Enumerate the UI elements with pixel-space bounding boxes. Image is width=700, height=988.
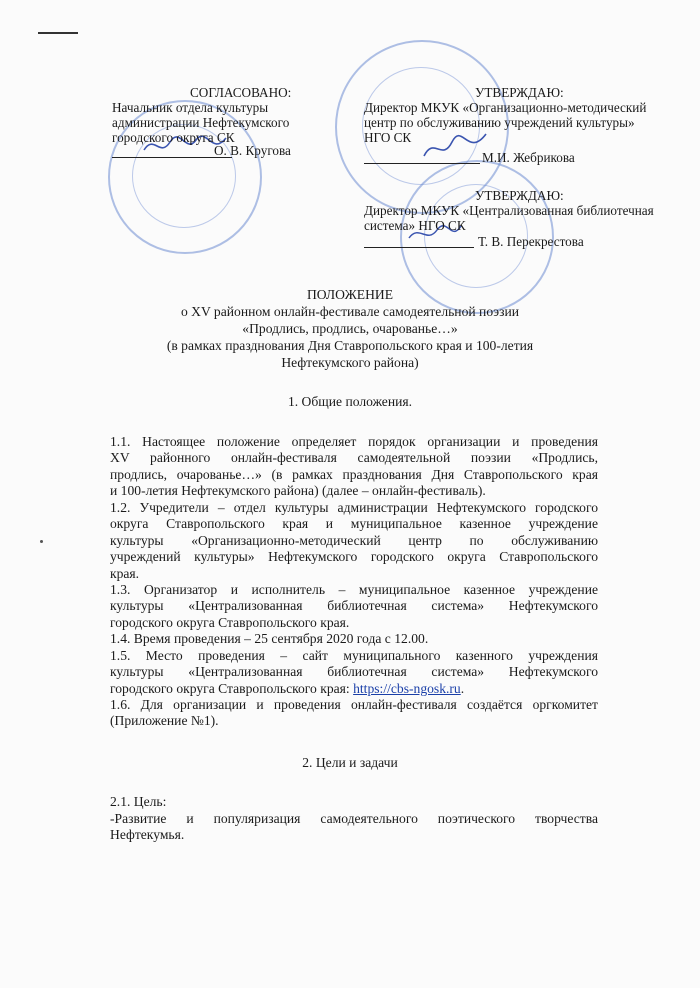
signature-line-right2 <box>364 247 474 248</box>
goal-text: -Развитие и популяризация самодеятельного поэтического творчества Нефтекумья. <box>110 811 598 843</box>
document-subtitle-line4: Нефтекумского района) <box>281 355 419 370</box>
paragraph-1-2: 1.2. Учредители – отдел культуры администрации Нефтекумского городского округа Ставропольского края и муниципальное казенное учреждение культуры «Организационно-методический центр по обслуживанию учреждений культуры» Нефтекумского городского округа Ставропольского края. <box>110 500 598 581</box>
paragraph-1-1: 1.1. Настоящее положение определяет порядок организации и проведения XV районного онлайн-фестиваля самодеятельной поэзии «Продлись, продлись, очарованье…» (в рамках празднования Дня Ставропольского края и 100-летия Нефтекумского района) (далее – онлайн-фестиваль). <box>110 434 598 499</box>
section1-heading: 1. Общие положения. <box>287 394 413 409</box>
approval-left-heading: СОГЛАСОВАНО: <box>190 85 292 100</box>
document-title: ПОЛОЖЕНИЕ <box>306 287 394 302</box>
section2-heading: 2. Цели и задачи <box>302 755 398 770</box>
approval-right1-heading: УТВЕРЖДАЮ: <box>475 85 564 100</box>
signature-middle <box>420 128 490 164</box>
paragraph-1-4: 1.4. Время проведения – 25 сентября 2020 года с 12.00. <box>110 631 429 646</box>
corner-mark <box>38 32 78 34</box>
approval-right1-line1: Директор МКУК «Организационно-методический <box>364 100 647 115</box>
paragraph-1-6: 1.6. Для организации и проведения онлайн-фестиваля создаётся оргкомитет (Приложение №1). <box>110 697 598 729</box>
approval-left-signer: О. В. Кругова <box>214 143 291 158</box>
goal-label: 2.1. Цель: <box>110 794 167 809</box>
approval-right1-line3: НГО СК <box>364 130 412 145</box>
approval-right1-signer: М.И. Жебрикова <box>482 150 575 165</box>
approval-left-line3: городского округа СК <box>112 130 235 145</box>
document-subtitle-line2: «Продлись, продлись, очарованье…» <box>242 321 458 336</box>
document-subtitle-line3: (в рамках празднования Дня Ставропольского края и 100-летия <box>166 338 534 353</box>
margin-dot <box>40 540 43 543</box>
signature-line-right1 <box>364 163 480 164</box>
approval-right1-line2: центр по обслуживанию учреждений культуры» <box>364 115 635 130</box>
paragraph-1-5: 1.5. Место проведения – сайт муниципального казенного учреждения культуры «Централизованная библиотечная система» Нефтекумского городского округа Ставропольского края: https://cbs-ngosk.ru. <box>110 648 598 696</box>
paragraph-1-3: 1.3. Организатор и исполнитель – муниципальное казенное учреждение культуры «Централизованная библиотечная система» Нефтекумского городского округа Ставропольского края. <box>110 582 598 630</box>
approval-right2-signer: Т. В. Перекрестова <box>478 234 584 249</box>
website-link[interactable]: https://cbs-ngosk.ru <box>353 680 461 696</box>
document-subtitle-line1: о XV районном онлайн-фестивале самодеятельной поэзии <box>180 304 520 319</box>
approval-left-line1: Начальник отдела культуры <box>112 100 269 115</box>
approval-right2-line1: Директор МКУК «Централизованная библиотечная <box>364 203 654 218</box>
approval-right2-line2: система» НГО СК <box>364 218 466 233</box>
approval-left-line2: администрации Нефтекумского <box>112 115 290 130</box>
approval-right2-heading: УТВЕРЖДАЮ: <box>475 188 564 203</box>
